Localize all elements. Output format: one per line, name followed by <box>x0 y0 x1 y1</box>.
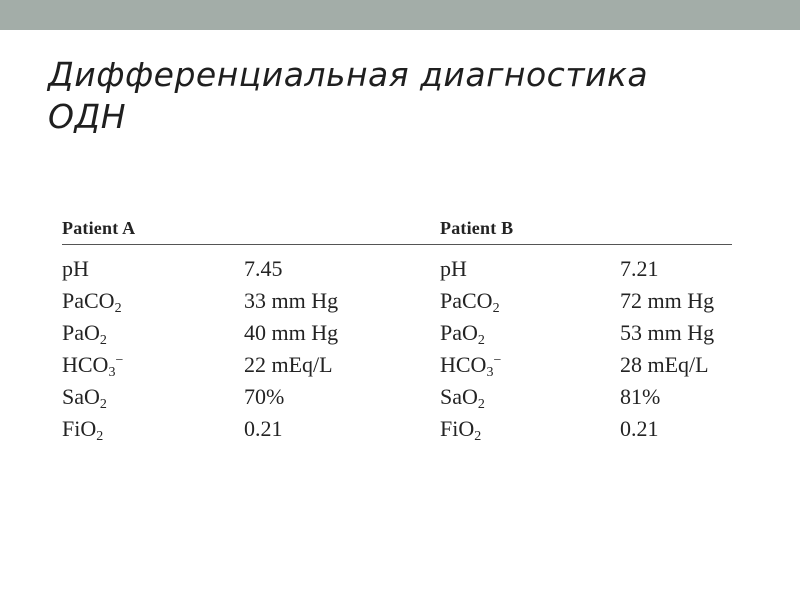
table-body <box>62 245 732 445</box>
slide-title-line-1: Дифференциальная диагностика <box>48 55 649 94</box>
param-label-b: PaO$_2$ <box>440 320 485 348</box>
value-a: 40 mm Hg <box>244 320 339 345</box>
param-label-a: FiO$_2$ <box>62 416 104 444</box>
slide-title-line-2: ОДН <box>48 97 127 136</box>
value-a: 0.21 <box>244 416 283 441</box>
value-b: 7.21 <box>620 256 659 281</box>
value-a: 7.45 <box>244 256 283 281</box>
param-label-a: $HCO_3^-$ <box>62 352 124 380</box>
param-label-a: pH <box>62 256 89 281</box>
param-label-b: SaO$_2$ <box>440 384 485 412</box>
value-b: 53 mm Hg <box>620 320 715 345</box>
param-label-a: SaO$_2$ <box>62 384 107 412</box>
header-patient-a: Patient A <box>62 218 136 238</box>
header-patient-b: Patient B <box>440 218 514 238</box>
table-row <box>62 285 732 317</box>
value-b: 81% <box>620 384 661 409</box>
param-label-a: PaO$_2$ <box>62 320 107 348</box>
table-row <box>62 253 732 285</box>
blood-gas-table <box>62 216 732 445</box>
param-label-a: PaCO$_2$ <box>62 288 122 316</box>
top-bar <box>0 0 800 30</box>
value-a: 33 mm Hg <box>244 288 339 313</box>
param-label-b: FiO$_2$ <box>440 416 482 444</box>
value-a: 22 mEq/L <box>244 352 333 377</box>
table-row <box>62 381 732 413</box>
value-b: 72 mm Hg <box>620 288 715 313</box>
param-label-b: $HCO_3^-$ <box>440 352 502 380</box>
param-label-b: PaCO$_2$ <box>440 288 500 316</box>
slide-title <box>48 54 748 138</box>
value-b: 0.21 <box>620 416 659 441</box>
table-row <box>62 349 732 381</box>
value-a: 70% <box>244 384 285 409</box>
table-row <box>62 317 732 349</box>
table-header <box>62 216 732 245</box>
param-label-b: pH <box>440 256 467 281</box>
table-row <box>62 413 732 445</box>
value-b: 28 mEq/L <box>620 352 709 377</box>
